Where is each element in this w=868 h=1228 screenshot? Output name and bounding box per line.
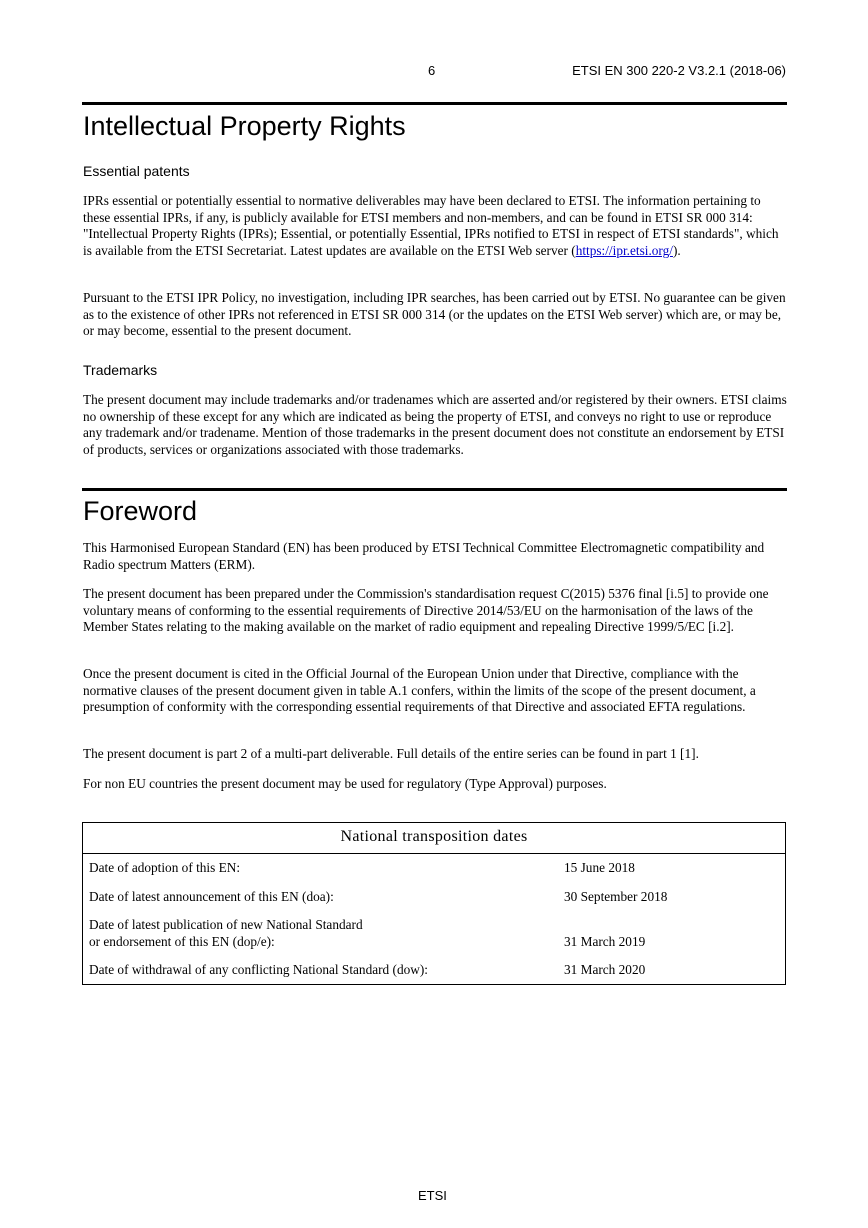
transposition-dates-title: National transposition dates (340, 828, 528, 845)
footer-etsi: ETSI (418, 1188, 447, 1203)
transposition-dates-table (82, 822, 786, 985)
table-row-label: Date of adoption of this EN: (89, 860, 241, 875)
table-row-value: 30 September 2018 (564, 889, 668, 904)
trademarks-heading: Trademarks (83, 362, 158, 378)
ipr-link[interactable]: https://ipr.etsi.org/ (575, 243, 673, 259)
ipr-paragraph-1 (83, 193, 788, 260)
section-rule-ipr (82, 102, 787, 105)
foreword-paragraph-4: The present document is part 2 of a multi-part deliverable. Full details of the entire series can be found in part 1 [1]. (83, 746, 699, 761)
table-row-label: Date of latest announcement of this EN (doa): (89, 889, 334, 904)
table-divider (83, 853, 785, 854)
document-reference: ETSI EN 300 220-2 V3.2.1 (2018-06) (572, 63, 786, 78)
table-row-value: 15 June 2018 (564, 860, 635, 875)
foreword-paragraph-3: Once the present document is cited in the Official Journal of the European Union under that Directive, compliance with the normative clauses of the present document given in table A.1 confers, within the limits of the scope of the present document, a presumption of conformity with the corresponding essential requirements of that Directive and associated EFTA regulations. (83, 666, 756, 715)
foreword-paragraph-5: For non EU countries the present document may be used for regulatory (Type Approval) purposes. (83, 776, 607, 791)
ipr-title: Intellectual Property Rights (83, 111, 406, 141)
table-row-label: Date of withdrawal of any conflicting National Standard (dow): (89, 962, 428, 977)
section-rule-foreword (82, 488, 787, 491)
table-row-value: 31 March 2020 (564, 962, 646, 977)
ipr-paragraph-1-end: ). (672, 243, 681, 259)
ipr-paragraph-1-text: IPRs essential or potentially essential to normative deliverables may have been declared to ETSI. The information pertaining to these essential IPRs, if any, is publicly available for ETSI members and non-members, and can be found in ETSI SR 000 314: "Intellectual Property Rights (IPRs); Essential, or potentially Essential, IPRs notified to ETSI in respect of ETSI standards", which is available from the ETSI Secretariat. Latest updates are available on the ETSI Web server ( (83, 193, 779, 259)
foreword-paragraph-1: This Harmonised European Standard (EN) has been produced by ETSI Technical Committee Electromagnetic compatibility and Radio spectrum Matters (ERM). (83, 540, 765, 572)
ipr-paragraph-2: Pursuant to the ETSI IPR Policy, no investigation, including IPR searches, has been carried out by ETSI. No guarantee can be given as to the existence of other IPRs not referenced in ETSI SR 000 314 (or the updates on the ETSI Web server) which are, or may be, or may become, essential to the present document. (83, 290, 786, 339)
foreword-title: Foreword (83, 496, 198, 526)
table-row-label: Date of latest publication of new National Standard (89, 917, 363, 932)
foreword-paragraph-2: The present document has been prepared under the Commission's standardisation request C(2015) 5376 final [i.5] to provide one voluntary means of conforming to the essential requirements of Directive 2014/53/EU on the harmonisation of the laws of the Member States relating to the making available on the market of radio equipment and repealing Directive 1999/5/EC [i.2]. (83, 586, 769, 635)
table-row-label: or endorsement of this EN (dop/e): (89, 934, 275, 949)
trademarks-paragraph: The present document may include trademarks and/or tradenames which are asserted and/or registered by their owners. ETSI claims no ownership of these except for any which are indicated as being the property of ETSI, and conveys no right to use or reproduce any trademark and/or tradename. Mention of those trademarks in the present document does not constitute an endorsement by ETSI of products, services or organizations associated with those trademarks. (83, 392, 787, 458)
table-row-value: 31 March 2019 (564, 934, 646, 949)
essential-patents-heading: Essential patents (83, 163, 190, 179)
page-number: 6 (428, 63, 436, 78)
